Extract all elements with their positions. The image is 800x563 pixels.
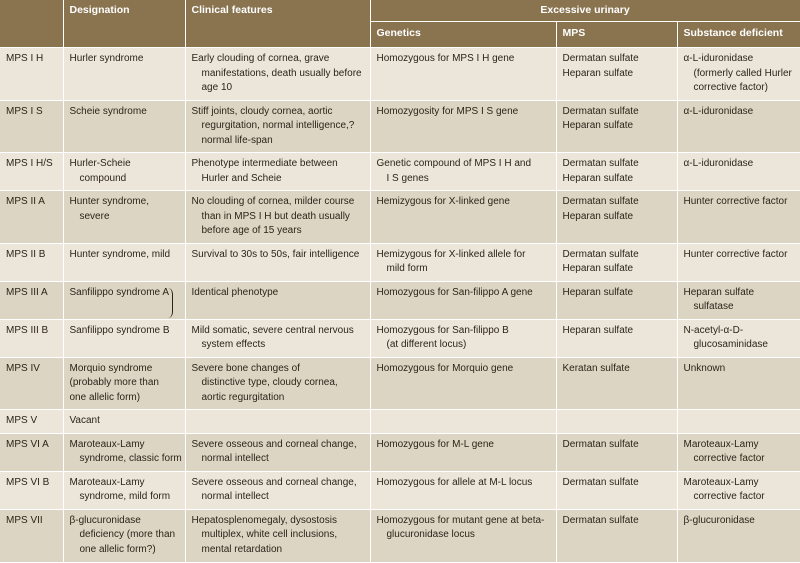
cell-text-line: manifestations, death usually before [201, 67, 362, 79]
cell-text-line: regurgitation, normal intelligence,? [201, 120, 355, 131]
cell-designation [63, 48, 185, 101]
cell-substance-deficient [677, 243, 800, 281]
cell-text-line: Mild somatic, severe central nervous [191, 324, 354, 336]
cell-text-line: system effects [201, 339, 266, 350]
cell-mps [556, 319, 677, 357]
cell-designation [63, 319, 185, 357]
cell-code: MPS II B [0, 243, 63, 281]
cell-text-line: Maroteaux-Lamy [683, 438, 759, 450]
cell-text-line: Early clouding of cornea, grave [191, 53, 330, 64]
cell-text-line: Dermatan sulfate [562, 53, 639, 64]
cell-text-line: Hemizygous for X-linked allele for [376, 248, 526, 260]
cell-text-line: N-acetyl-α-D- [683, 324, 744, 336]
cell-code: MPS IV [0, 357, 63, 410]
header-code [0, 0, 63, 48]
cell-substance-deficient [677, 48, 800, 101]
cell-genetics [370, 410, 556, 434]
cell-clinical-features [185, 433, 370, 471]
cell-code: MPS VI B [0, 471, 63, 509]
table-row [0, 243, 800, 281]
cell-text-line: Heparan sulfate [562, 263, 634, 274]
cell-text-line: before age of 15 years [201, 225, 302, 236]
cell-text-line: Dermatan sulfate [562, 438, 639, 450]
cell-mps [556, 509, 677, 562]
cell-substance-deficient [677, 319, 800, 357]
cell-code: MPS V [0, 410, 63, 434]
header-genetics: Genetics [370, 22, 556, 48]
cell-code: MPS VI A [0, 433, 63, 471]
cell-text-line: Maroteaux-Lamy [69, 438, 145, 450]
cell-text-line: glucosaminidase [693, 339, 768, 350]
cell-text-line: normal intellect [201, 491, 269, 502]
cell-designation [63, 471, 185, 509]
cell-text-line: Severe bone changes of [191, 362, 300, 374]
cell-mps [556, 191, 677, 244]
table-row [0, 357, 800, 410]
table-row [0, 191, 800, 244]
cell-genetics [370, 153, 556, 191]
cell-text-line: distinctive type, cloudy cornea, [201, 377, 338, 388]
cell-text-line: Hurler-Scheie [69, 158, 131, 169]
cell-text-line: Heparan sulfate [562, 210, 634, 222]
cell-text-line: aortic regurgitation [201, 391, 285, 403]
table-row [0, 433, 800, 471]
cell-substance-deficient [677, 153, 800, 191]
cell-text-line: β-glucuronidase [69, 514, 141, 526]
cell-genetics [370, 471, 556, 509]
cell-text-line: Hurler and Scheie [201, 172, 282, 184]
cell-text-line: Heparan sulfate [562, 120, 634, 131]
cell-genetics [370, 319, 556, 357]
cell-text-line: (probably more than [69, 377, 159, 388]
cell-text-line: Hemizygous for X-linked gene [376, 196, 510, 207]
cell-text-line: Phenotype intermediate between [191, 158, 338, 169]
cell-text-line: β-glucuronidase [683, 514, 755, 526]
cell-designation [63, 100, 185, 153]
cell-text-line: Severe osseous and corneal change, [191, 476, 357, 488]
cell-clinical-features [185, 410, 370, 434]
table-header [0, 0, 800, 48]
cell-text-line: Dermatan sulfate [562, 105, 639, 117]
cell-designation [63, 410, 185, 434]
cell-text-line: one allelic form?) [79, 543, 156, 555]
cell-text-line: Heparan sulfate [562, 67, 634, 79]
cell-mps [556, 357, 677, 410]
cell-text-line: normal life-span [201, 134, 273, 146]
cell-text-line: Homozygous for MPS I H gene [376, 53, 515, 64]
cell-text-line: glucuronidase locus [386, 529, 475, 540]
cell-code: MPS III B [0, 319, 63, 357]
header-excessive-urinary: Excessive urinary [370, 0, 800, 22]
cell-text-line: Dermatan sulfate [562, 158, 639, 169]
cell-genetics [370, 243, 556, 281]
cell-code: MPS I S [0, 100, 63, 153]
cell-text-line: severe [79, 210, 110, 222]
cell-text-line: Dermatan sulfate [562, 476, 639, 488]
cell-text-line: I S genes [386, 172, 429, 184]
table-row [0, 153, 800, 191]
cell-text-line: Homozygosity for MPS I S gene [376, 105, 519, 117]
cell-text-line: Sanfilippo syndrome A [69, 286, 170, 298]
cell-genetics [370, 48, 556, 101]
table-row [0, 410, 800, 434]
cell-text-line: (at different locus) [386, 339, 467, 350]
cell-code: MPS VII [0, 509, 63, 562]
cell-text-line: Scheie syndrome [69, 105, 147, 117]
cell-text-line: Hunter corrective factor [683, 248, 788, 260]
table-row [0, 319, 800, 357]
table-row [0, 471, 800, 509]
cell-designation [63, 509, 185, 562]
cell-genetics [370, 100, 556, 153]
cell-genetics [370, 433, 556, 471]
cell-text-line: (formerly called Hurler [693, 67, 792, 79]
cell-text-line: normal intellect [201, 453, 269, 464]
cell-clinical-features [185, 243, 370, 281]
cell-clinical-features [185, 281, 370, 319]
cell-text-line: Hepatosplenomegaly, dysostosis [191, 514, 337, 526]
cell-genetics [370, 191, 556, 244]
cell-text-line: Identical phenotype [191, 286, 279, 298]
cell-mps [556, 100, 677, 153]
cell-text-line: Genetic compound of MPS I H and [376, 158, 532, 169]
cell-substance-deficient [677, 433, 800, 471]
cell-clinical-features [185, 191, 370, 244]
header-substance-deficient: Substance deficient [677, 22, 800, 48]
cell-text-line: Homozygous for San-filippo B [376, 324, 509, 336]
cell-mps [556, 471, 677, 509]
cell-text-line: No clouding of cornea, milder course [191, 196, 355, 207]
cell-genetics [370, 509, 556, 562]
cell-designation [63, 153, 185, 191]
cell-text-line: Maroteaux-Lamy [69, 476, 145, 488]
cell-text-line: Homozygous for mutant gene at beta- [376, 514, 545, 526]
cell-text-line: Homozygous for San-filippo A gene [376, 286, 533, 298]
cell-mps [556, 243, 677, 281]
cell-substance-deficient [677, 191, 800, 244]
cell-text-line: corrective factor [693, 491, 765, 502]
cell-substance-deficient [677, 357, 800, 410]
table-row [0, 48, 800, 101]
cell-text-line: Dermatan sulfate [562, 248, 639, 260]
cell-text-line: mild form [386, 263, 428, 274]
cell-text-line: Homozygous for Morquio gene [376, 362, 514, 374]
cell-text-line: corrective factor [693, 453, 765, 464]
cell-clinical-features [185, 357, 370, 410]
cell-text-line: than in MPS I H but death usually [201, 210, 350, 222]
cell-text-line: compound [79, 172, 127, 184]
cell-text-line: α-L-iduronidase [683, 105, 754, 117]
cell-code: MPS I H [0, 48, 63, 101]
cell-text-line: mental retardation [201, 543, 283, 555]
header-clinical-features: Clinical features [185, 0, 370, 48]
cell-text-line: α-L-iduronidase [683, 53, 754, 64]
cell-text-line: Sanfilippo syndrome B [69, 324, 170, 336]
cell-text-line: Survival to 30s to 50s, fair intelligence [191, 248, 360, 260]
cell-text-line: Unknown [683, 362, 726, 374]
cell-text-line: Homozygous for allele at M-L locus [376, 476, 533, 488]
cell-designation [63, 281, 185, 319]
cell-clinical-features [185, 471, 370, 509]
cell-text-line: Hunter syndrome, [69, 196, 149, 207]
cell-text-line: Hurler syndrome [69, 53, 144, 64]
cell-clinical-features [185, 509, 370, 562]
cell-clinical-features [185, 100, 370, 153]
header-designation: Designation [63, 0, 185, 48]
cell-text-line: Keratan sulfate [562, 362, 630, 374]
cell-genetics [370, 357, 556, 410]
cell-text-line: sulfatase [693, 301, 734, 312]
cell-mps [556, 48, 677, 101]
cell-text-line: Hunter corrective factor [683, 196, 788, 207]
cell-clinical-features [185, 319, 370, 357]
cell-text-line: age 10 [201, 82, 233, 93]
cell-substance-deficient [677, 509, 800, 562]
cell-mps [556, 281, 677, 319]
cell-text-line: Heparan sulfate [562, 324, 634, 336]
cell-text-line: Dermatan sulfate [562, 514, 639, 526]
cell-substance-deficient [677, 410, 800, 434]
cell-substance-deficient [677, 471, 800, 509]
cell-text-line: syndrome, classic form [79, 453, 182, 464]
grouping-brace [167, 288, 173, 318]
cell-text-line: deficiency (more than [79, 529, 176, 540]
cell-designation [63, 357, 185, 410]
cell-code: MPS III A [0, 281, 63, 319]
cell-text-line: Heparan sulfate [683, 286, 755, 298]
cell-designation [63, 433, 185, 471]
cell-clinical-features [185, 153, 370, 191]
cell-text-line: syndrome, mild form [79, 491, 171, 502]
cell-substance-deficient [677, 100, 800, 153]
cell-text-line: multiplex, white cell inclusions, [201, 529, 338, 540]
cell-text-line: Severe osseous and corneal change, [191, 438, 357, 450]
cell-designation [63, 191, 185, 244]
cell-text-line: Hunter syndrome, mild [69, 248, 171, 260]
cell-code: MPS I H/S [0, 153, 63, 191]
cell-text-line: Morquio syndrome [69, 362, 153, 374]
cell-designation [63, 243, 185, 281]
cell-text-line: Homozygous for M-L gene [376, 438, 494, 450]
cell-text-line: Vacant [69, 415, 100, 426]
cell-substance-deficient [677, 281, 800, 319]
table-row [0, 509, 800, 562]
cell-text-line: Maroteaux-Lamy [683, 476, 759, 488]
cell-text-line: Heparan sulfate [562, 286, 634, 298]
cell-text-line: corrective factor) [693, 82, 768, 93]
table-row [0, 281, 800, 319]
cell-mps [556, 433, 677, 471]
table-body [0, 48, 800, 563]
cell-code: MPS II A [0, 191, 63, 244]
cell-mps [556, 410, 677, 434]
cell-text-line: Heparan sulfate [562, 172, 634, 184]
cell-genetics [370, 281, 556, 319]
cell-text-line: α-L-iduronidase [683, 158, 754, 169]
cell-text-line: Stiff joints, cloudy cornea, aortic [191, 105, 333, 117]
cell-text-line: one allelic form) [69, 391, 141, 403]
header-mps: MPS [556, 22, 677, 48]
table-row [0, 100, 800, 153]
cell-clinical-features [185, 48, 370, 101]
cell-text-line: Dermatan sulfate [562, 196, 639, 207]
cell-mps [556, 153, 677, 191]
